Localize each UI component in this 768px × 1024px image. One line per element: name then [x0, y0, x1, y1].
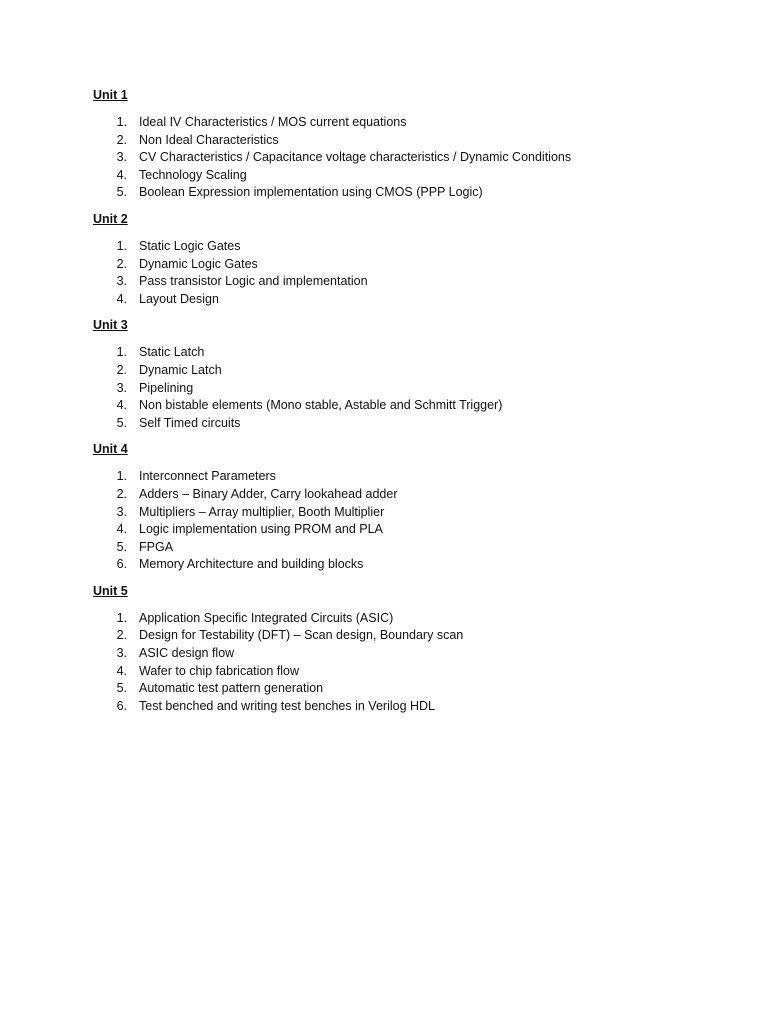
item-number: 4. [116, 291, 127, 306]
unit-heading: Unit 4 [93, 442, 128, 457]
list-item [93, 415, 768, 433]
list-item [93, 362, 768, 380]
unit-1-list [93, 114, 768, 202]
item-number: 4. [116, 167, 127, 182]
item-number: 3. [116, 150, 127, 165]
item-text: Interconnect Parameters [139, 469, 276, 484]
item-number: 6. [116, 698, 127, 713]
list-item [93, 680, 768, 698]
unit-heading: Unit 3 [93, 318, 128, 333]
unit-3-section [93, 317, 768, 432]
unit-4-list [93, 468, 768, 574]
list-item [93, 114, 768, 132]
item-number: 2. [116, 628, 127, 643]
item-number: 1. [116, 238, 127, 253]
item-text: Automatic test pattern generation [139, 681, 324, 696]
item-number: 5. [116, 415, 127, 430]
item-number: 4. [116, 522, 127, 537]
item-text: Non bistable elements (Mono stable, Astable and Schmitt Trigger) [139, 398, 503, 413]
list-item [93, 627, 768, 645]
item-text: Adders – Binary Adder, Carry lookahead adder [139, 486, 398, 501]
list-item [93, 256, 768, 274]
unit-1-section [93, 87, 768, 202]
item-text: Wafer to chip fabrication flow [139, 663, 300, 678]
unit-5-list [93, 610, 768, 716]
item-text: Static Logic Gates [139, 238, 241, 253]
list-item [93, 184, 768, 202]
list-item [93, 486, 768, 504]
item-number: 3. [116, 274, 127, 289]
item-text: Multipliers – Array multiplier, Booth Multiplier [139, 504, 385, 519]
item-number: 2. [116, 256, 127, 271]
list-item [93, 380, 768, 398]
item-number: 3. [116, 504, 127, 519]
unit-heading: Unit 5 [93, 583, 128, 598]
item-number: 2. [116, 362, 127, 377]
list-item [93, 521, 768, 539]
item-number: 5. [116, 681, 127, 696]
item-text: Layout Design [139, 291, 219, 306]
item-text: Ideal IV Characteristics / MOS current equations [139, 115, 407, 129]
unit-5-section [93, 583, 768, 716]
item-text: Boolean Expression implementation using CMOS (PPP Logic) [139, 185, 483, 200]
item-number: 1. [116, 345, 127, 360]
list-item [93, 539, 768, 557]
list-item [93, 397, 768, 415]
list-item [93, 291, 768, 309]
item-text: Pipelining [139, 380, 194, 395]
item-number: 1. [116, 115, 127, 129]
list-item [93, 698, 768, 716]
item-text: ASIC design flow [139, 646, 235, 661]
list-item [93, 344, 768, 362]
item-number: 4. [116, 398, 127, 413]
item-number: 3. [116, 380, 127, 395]
item-text: Application Specific Integrated Circuits (ASIC) [139, 610, 394, 625]
unit-4-section [93, 441, 768, 574]
item-text: CV Characteristics / Capacitance voltage characteristics / Dynamic Conditions [139, 150, 572, 165]
item-text: Pass transistor Logic and implementation [139, 274, 368, 289]
item-text: Memory Architecture and building blocks [139, 557, 364, 572]
item-number: 2. [116, 132, 127, 147]
unit-2-list [93, 238, 768, 308]
item-text: FPGA [139, 539, 174, 554]
item-number: 1. [116, 469, 127, 484]
list-item [93, 149, 768, 167]
item-text: Dynamic Logic Gates [139, 256, 258, 271]
item-number: 3. [116, 646, 127, 661]
list-item [93, 504, 768, 522]
item-number: 4. [116, 663, 127, 678]
list-item [93, 610, 768, 628]
item-text: Logic implementation using PROM and PLA [139, 522, 383, 537]
item-number: 1. [116, 610, 127, 625]
item-number: 5. [116, 539, 127, 554]
item-text: Test benched and writing test benches in Verilog HDL [139, 698, 436, 713]
item-text: Design for Testability (DFT) – Scan design, Boundary scan [139, 628, 464, 643]
list-item [93, 556, 768, 574]
item-text: Non Ideal Characteristics [139, 132, 279, 147]
item-number: 2. [116, 486, 127, 501]
item-number: 5. [116, 185, 127, 200]
item-text: Static Latch [139, 345, 205, 360]
item-text: Dynamic Latch [139, 362, 222, 377]
list-item [93, 468, 768, 486]
list-item [93, 663, 768, 681]
item-text: Self Timed circuits [139, 415, 241, 430]
list-item [93, 273, 768, 291]
list-item [93, 645, 768, 663]
unit-2-section [93, 211, 768, 308]
list-item [93, 132, 768, 150]
unit-heading: Unit 2 [93, 211, 128, 226]
item-number: 6. [116, 557, 127, 572]
unit-3-list [93, 344, 768, 432]
unit-heading: Unit 1 [93, 88, 128, 102]
list-item [93, 167, 768, 185]
list-item [93, 238, 768, 256]
item-text: Technology Scaling [139, 167, 247, 182]
